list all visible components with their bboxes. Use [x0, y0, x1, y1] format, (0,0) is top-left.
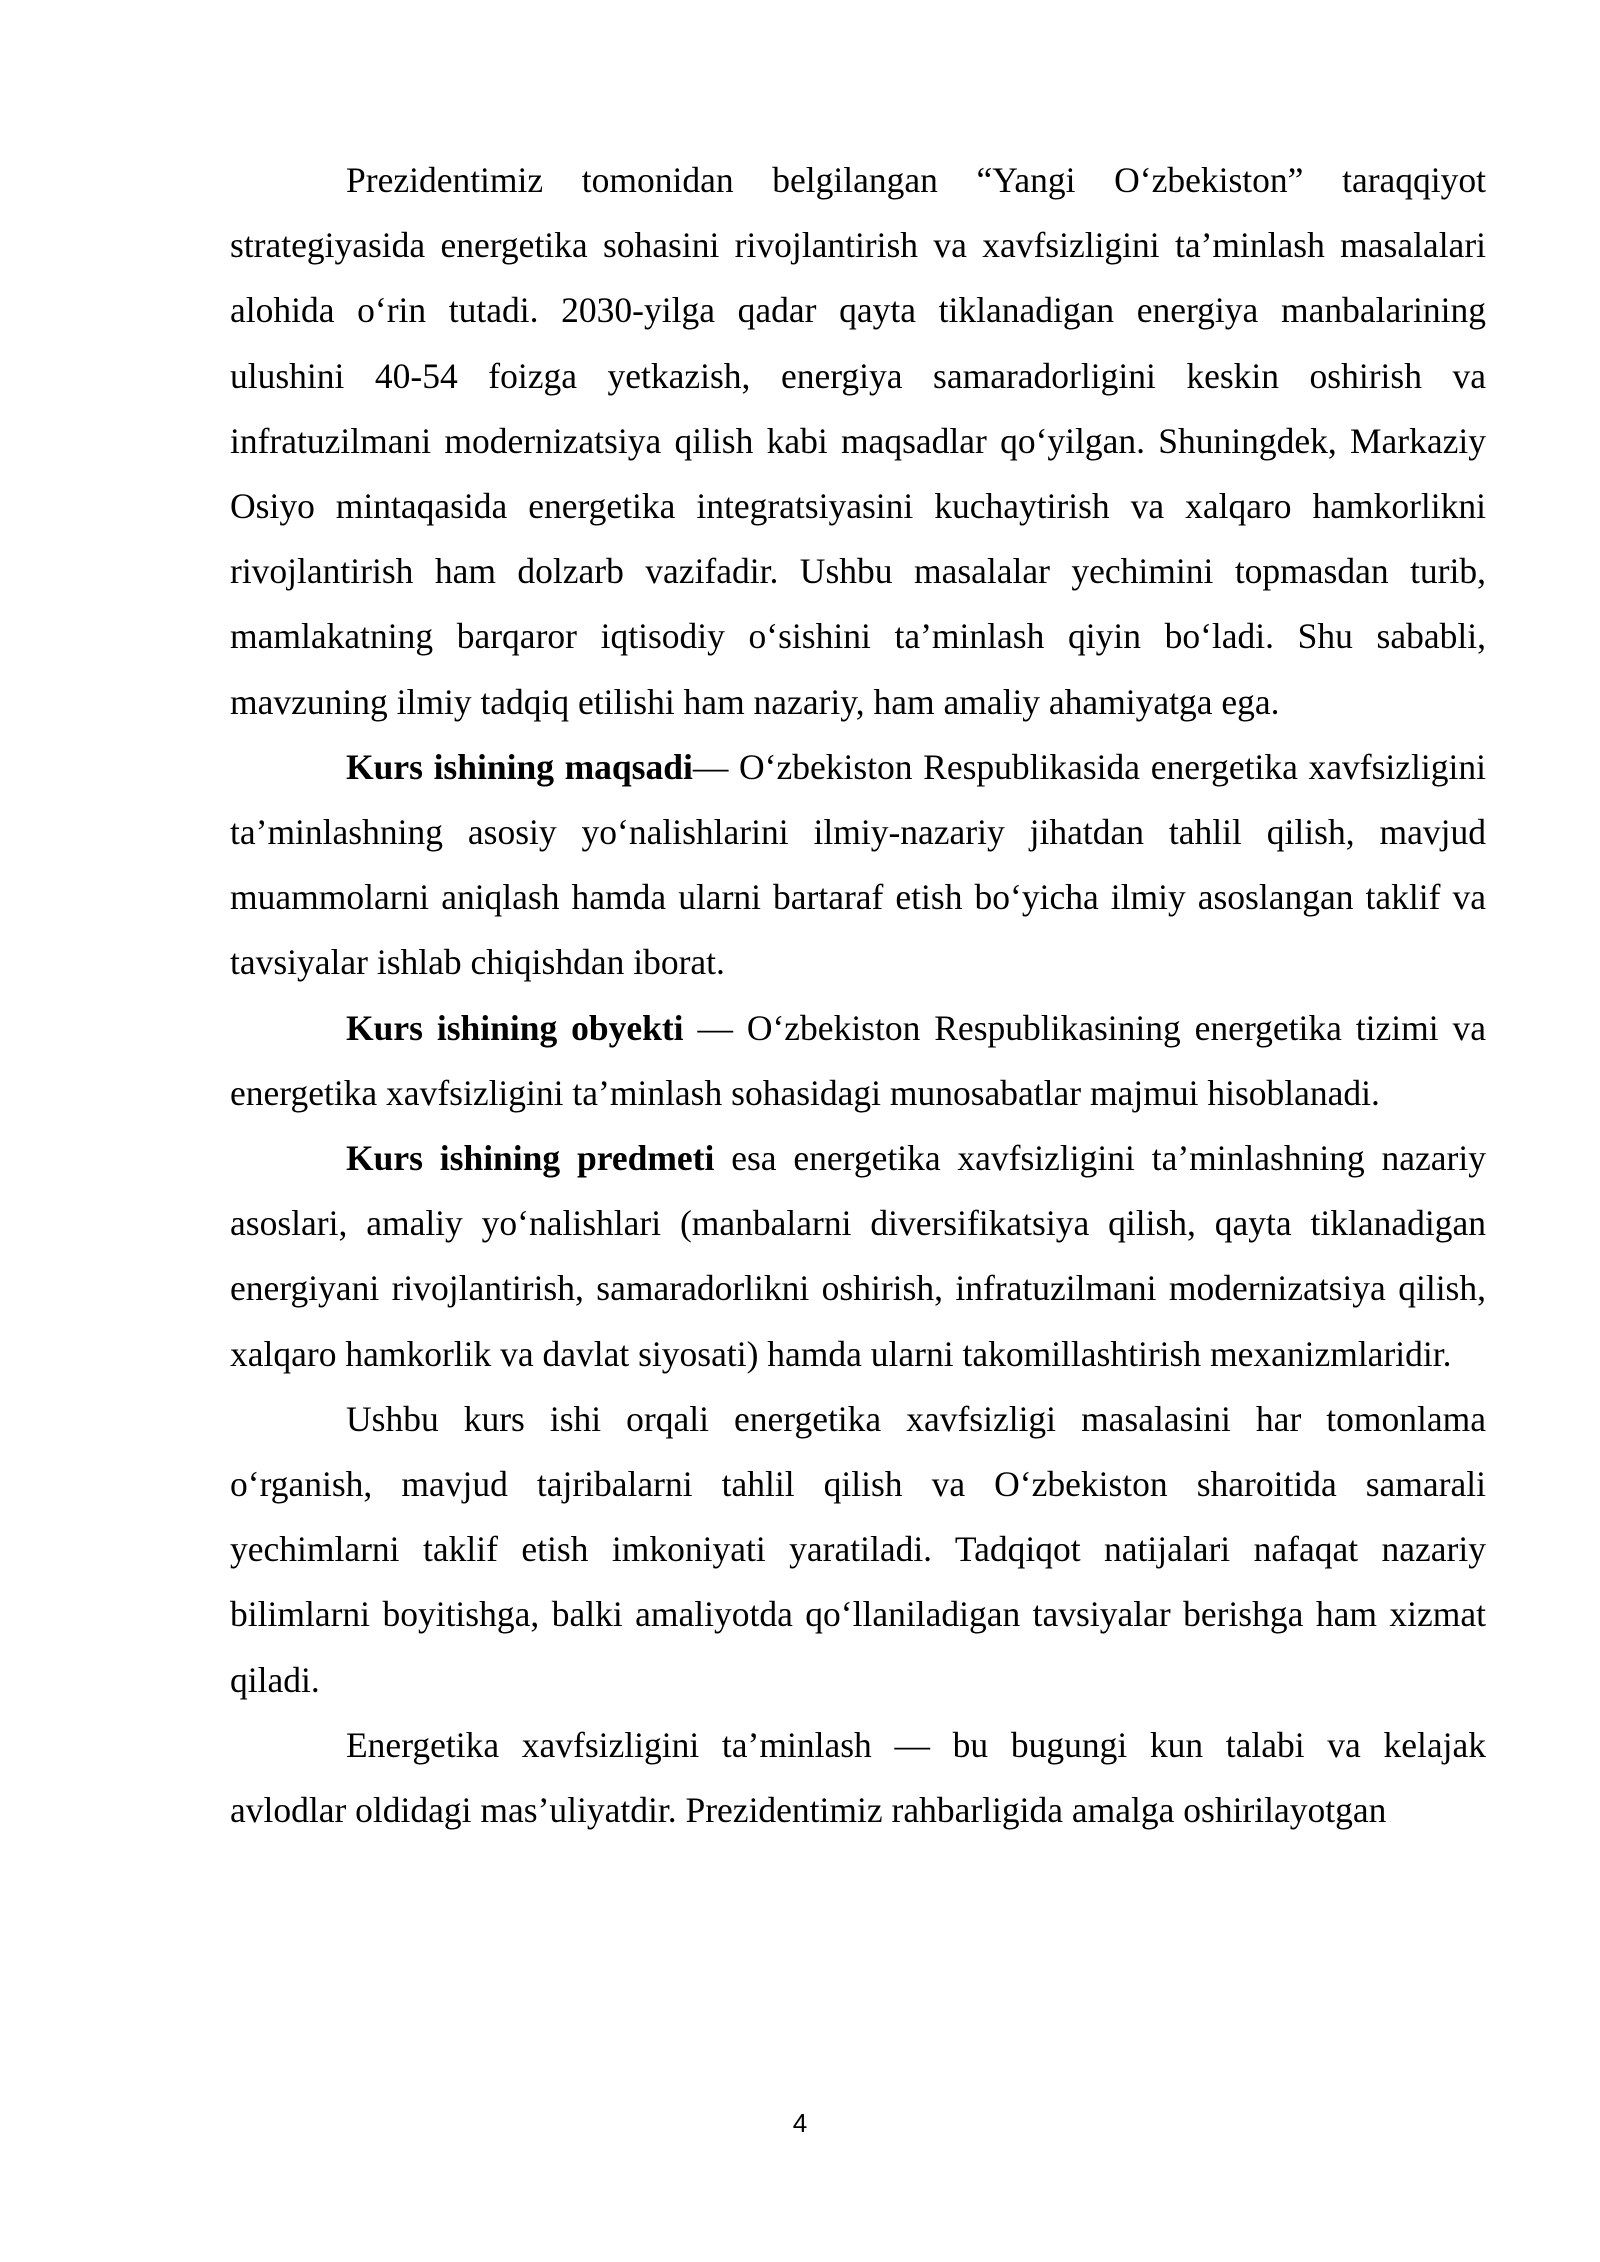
- paragraph-responsibility: [230, 1713, 1486, 1843]
- object-heading: Kurs ishining obyekti: [346, 1007, 684, 1048]
- goal-heading: Kurs ishining maqsadi: [346, 746, 693, 787]
- paragraph-strategy: [230, 148, 1486, 735]
- paragraph-text: Prezidentimiz tomonidan belgilangan “Yangi O‘zbekiston” taraqqiyot strategiyasida energetika sohasini rivojlantirish va xavfsizligini ta’minlash masalalari alohida o‘rin tutadi. 2030-yilga qadar qayta tiklanadigan energiya manbalarining ulushini 40-54 foizga yetkazish, energiya samaradorligini keskin oshirish va infratuzilmani modernizatsiya qilish kabi maqsadlar qo‘yilgan. Shuningdek, Markaziy Osiyo mintaqasida energetika integratsiyasini kuchaytirish va xalqaro hamkorlikni rivojlantirish ham dolzarb vazifadir. Ushbu masalalar yechimini topmasdan turib, mamlakatning barqaror iqtisodiy o‘sishini ta’minlash qiyin bo‘ladi. Shu sababli, mavzuning ilmiy tadqiq etilishi ham nazariy, ham amaliy ahamiyatga ega.: [230, 160, 1486, 722]
- paragraph-subject: [230, 1126, 1486, 1387]
- body-text: [230, 148, 1486, 1843]
- paragraph-text: Energetika xavfsizligini ta’minlash — bu bugungi kun talabi va kelajak avlodlar oldidagi mas’uliyatdir. Prezidentimiz rahbarligida amalga oshirilayotgan: [230, 1724, 1486, 1831]
- paragraph-text: — O‘zbekiston Respublikasining energetika tizimi va energetika xavfsizligini ta’minlash sohasidagi munosabatlar majmui hisoblanadi.: [230, 1007, 1486, 1113]
- paragraph-text: esa energetika xavfsizligini ta’minlashning nazariy asoslari, amaliy yo‘nalishlari (manbalarni diversifikatsiya qilish, qayta tiklanadigan energiyani rivojlantirish, samaradorlikni oshirish, infratuzilmani modernizatsiya qilish, xalqaro hamkorlik va davlat siyosati) hamda ularni takomillashtirish mexanizmlaridir.: [230, 1138, 1486, 1374]
- paragraph-goal: [230, 735, 1486, 996]
- paragraph-text: — O‘zbekiston Respublikasida energetika xavfsizligini ta’minlashning asosiy yo‘nalishlarini ilmiy-nazariy jihatdan tahlil qilish, mavjud muammolarni aniqlash hamda ularni bartaraf etish bo‘yicha ilmiy asoslangan taklif va tavsiyalar ishlab chiqishdan iborat.: [230, 746, 1486, 983]
- paragraph-outcome: [230, 1387, 1486, 1713]
- paragraph-object: [230, 996, 1486, 1126]
- subject-heading: Kurs ishining predmeti: [346, 1138, 715, 1179]
- page-number: 4: [792, 2108, 808, 2138]
- paragraph-text: Ushbu kurs ishi orqali energetika xavfsizligi masalasini har tomonlama o‘rganish, mavjud tajribalarni tahlil qilish va O‘zbekiston sharoitida samarali yechimlarni taklif etish imkoniyati yaratiladi. Tadqiqot natijalari nafaqat nazariy bilimlarni boyitishga, balki amaliyotda qo‘llaniladigan tavsiyalar berishga ham xizmat qiladi.: [230, 1398, 1486, 1700]
